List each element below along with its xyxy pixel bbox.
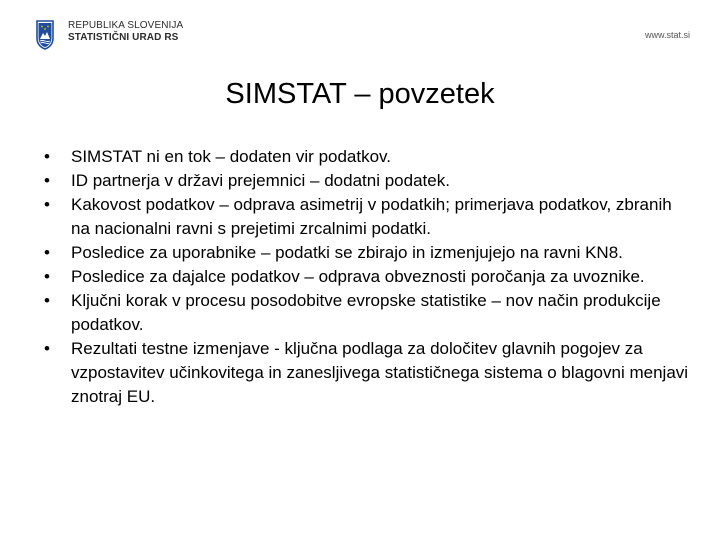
bullet-text: Posledice za uporabnike – podatki se zbirajo in izmenjujejo na ravni KN8. [71, 243, 623, 262]
bullet-dot-icon: • [44, 195, 50, 214]
header [36, 20, 183, 50]
bullet-text: ID partnerja v državi prejemnici – dodatni podatek. [71, 171, 450, 190]
bullet-item [44, 193, 694, 241]
slide-title: SIMSTAT – povzetek [225, 78, 495, 110]
org-name-line1: REPUBLIKA SLOVENIJA [68, 20, 184, 31]
bullet-text: Ključni korak v procesu posodobitve evropske statistike – nov način produkcije podatkov. [71, 291, 661, 334]
bullet-dot-icon: • [44, 291, 50, 310]
bullet-item [44, 265, 694, 289]
bullet-item [44, 337, 694, 409]
coat-of-arms-icon [36, 20, 54, 50]
bullet-dot-icon: • [44, 147, 50, 166]
bullet-list [44, 145, 694, 409]
bullet-item [44, 145, 694, 169]
bullet-dot-icon: • [44, 267, 50, 286]
bullet-item [44, 289, 694, 337]
bullet-item [44, 241, 694, 265]
bullet-text: Posledice za dajalce podatkov – odprava obveznosti poročanja za uvoznike. [71, 267, 645, 286]
bullet-dot-icon: • [44, 171, 50, 190]
bullet-dot-icon: • [44, 243, 50, 262]
org-name-line2: STATISTIČNI URAD RS [68, 32, 179, 43]
website-url: www.stat.si [644, 30, 690, 40]
bullet-dot-icon: • [44, 339, 50, 358]
bullet-item [44, 169, 694, 193]
bullet-text: Rezultati testne izmenjave - ključna podlaga za določitev glavnih pogojev za vzpostavitev učinkovitega in zanesljivega statističnega sistema o blagovni menjavi znotraj EU. [71, 339, 689, 406]
bullet-text: Kakovost podatkov – odprava asimetrij v podatkih; primerjava podatkov, zbranih na nacionalni ravni s prejetimi zrcalnimi podatki. [71, 195, 672, 238]
bullet-text: SIMSTAT ni en tok – dodaten vir podatkov. [71, 147, 392, 166]
organization-name [68, 20, 183, 44]
